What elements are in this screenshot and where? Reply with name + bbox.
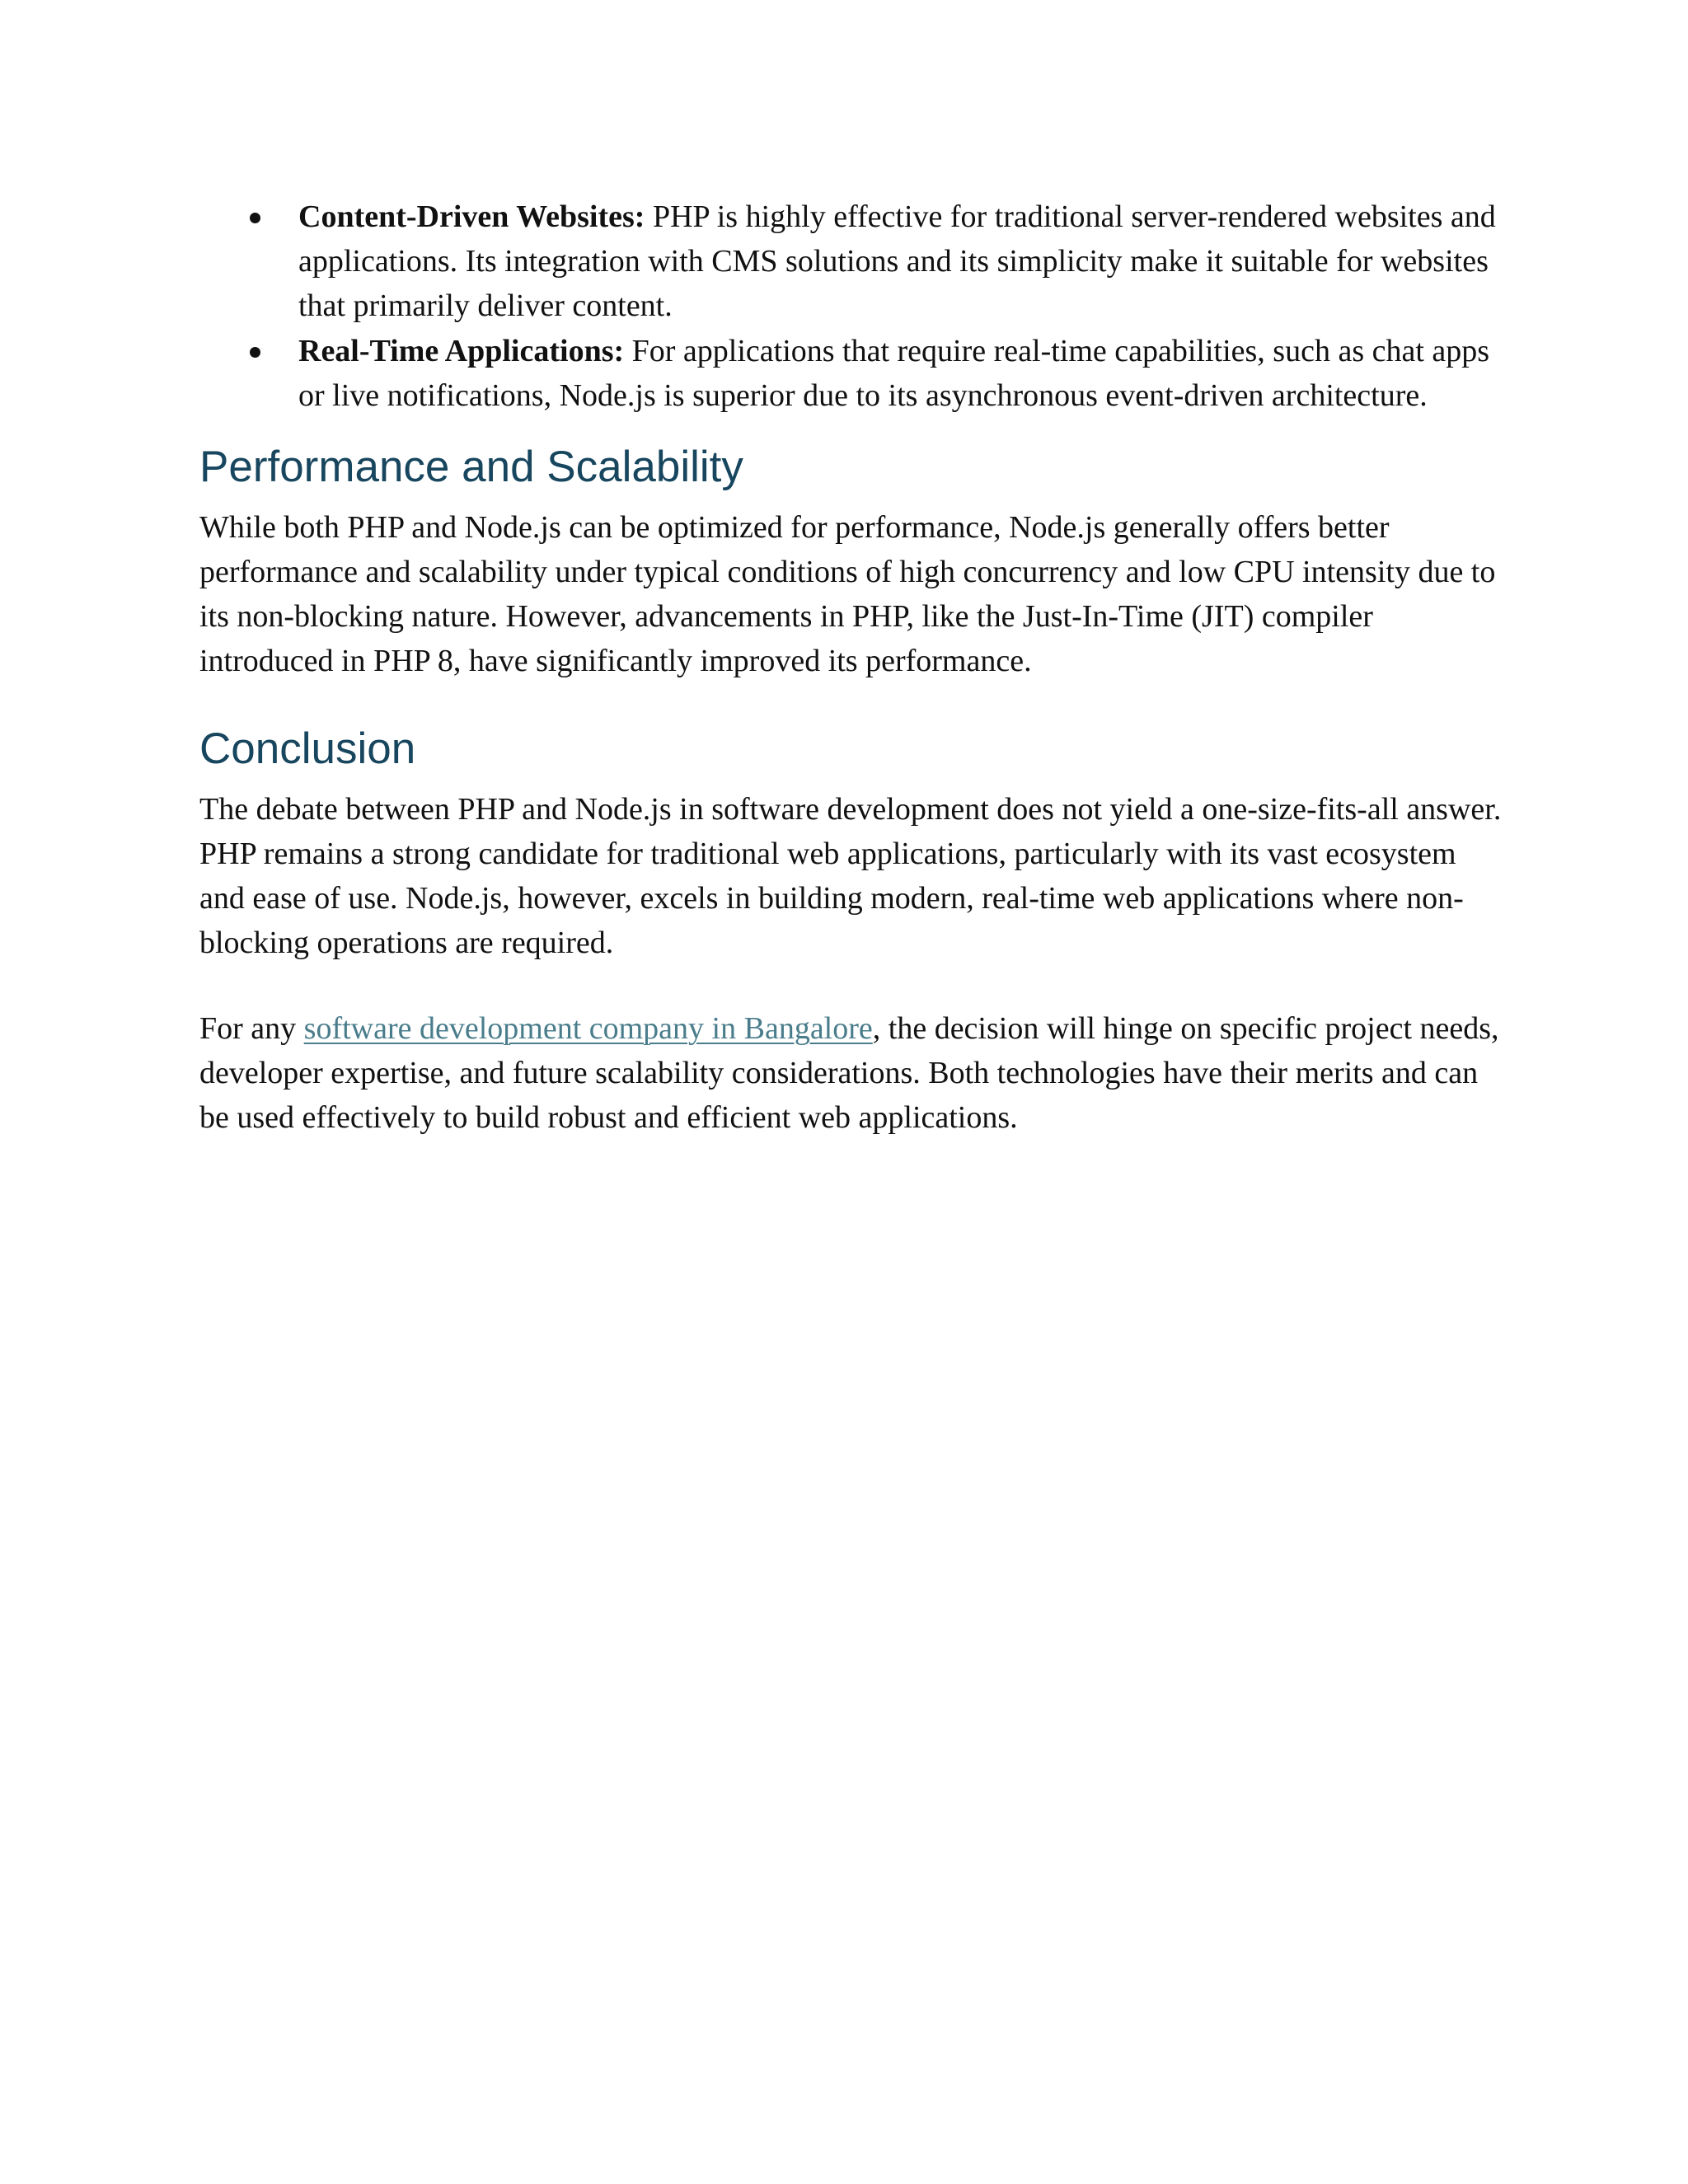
closing-paragraph: [199, 1006, 1502, 1140]
list-item-label: Content-Driven Websites:: [298, 199, 645, 234]
list-item-text: For applications that require real-time capabilities, such as chat apps or live notifications, Node.js is superior due to its asynchronous event-driven architecture.: [298, 334, 1490, 413]
company-link[interactable]: software development company in Bangalore: [303, 1011, 873, 1046]
bullet-icon: [250, 347, 260, 358]
list-item-text: PHP is highly effective for traditional server-rendered websites and applications. Its integration with CMS solutions and its simplicity make it suitable for websites that primarily deliver content.: [298, 199, 1496, 323]
performance-paragraph: While both PHP and Node.js can be optimized for performance, Node.js generally offers better performance and scalability under typical conditions of high concurrency and low CPU intensity due to its non-blocking nature. However, advancements in PHP, like the Just-In-Time (JIT) compiler introduced in PHP 8, have significantly improved its performance.: [199, 510, 1496, 678]
conclusion-heading: Conclusion: [199, 724, 416, 773]
list-item: [199, 329, 1502, 418]
use-case-list: [199, 194, 1502, 418]
list-item: [199, 194, 1502, 328]
closing-prefix: For any: [199, 1011, 304, 1046]
bullet-icon: [250, 213, 260, 223]
performance-heading: Performance and Scalability: [199, 443, 743, 491]
document-body: [199, 194, 1502, 1140]
list-item-label: Real-Time Applications:: [298, 334, 625, 368]
closing-suffix: , the decision will hinge on specific project needs, developer expertise, and future scalability considerations. Both technologies have their merits and can be used effectively to build robust and efficient web applications.: [199, 1011, 1499, 1135]
conclusion-paragraph: The debate between PHP and Node.js in software development does not yield a one-size-fits-all answer. PHP remains a strong candidate for traditional web applications, particularly with its vast ecosystem and ease of use. Node.js, however, excels in building modern, real-time web applications where non-blocking operations are required.: [199, 792, 1502, 960]
